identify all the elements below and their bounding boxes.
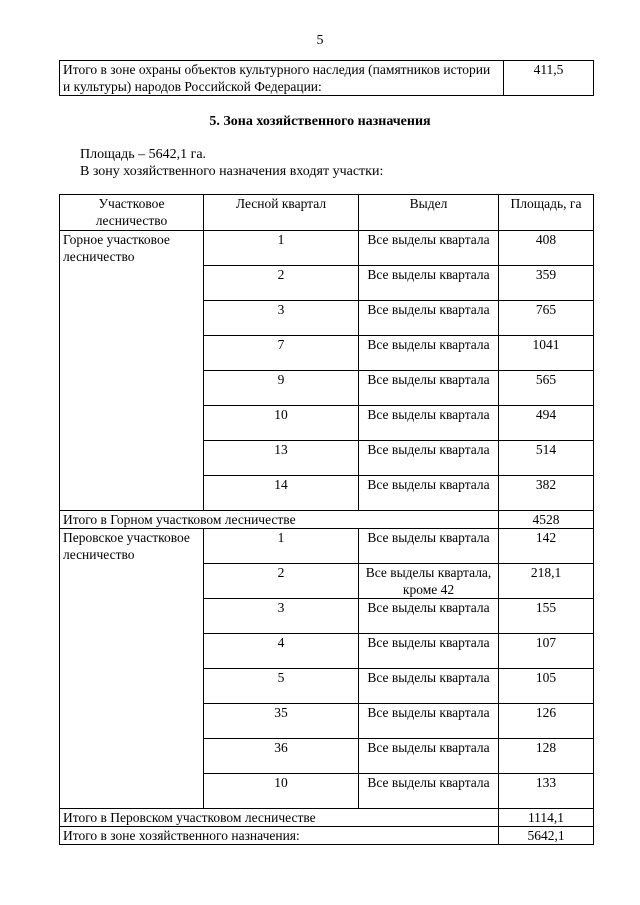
area-cell: 359 xyxy=(499,266,594,301)
quarter-cell: 14 xyxy=(204,476,359,511)
economic-zone-table xyxy=(59,194,594,845)
allotment-cell: Все выделы квартала xyxy=(359,529,499,564)
area-cell: 126 xyxy=(499,704,594,739)
quarter-cell: 10 xyxy=(204,774,359,809)
table-body xyxy=(60,231,594,845)
area-cell: 128 xyxy=(499,739,594,774)
allotment-cell: Все выделы квартала xyxy=(359,406,499,441)
allotment-cell: Все выделы квартала xyxy=(359,336,499,371)
area-cell: 765 xyxy=(499,301,594,336)
allotment-cell: Все выделы квартала xyxy=(359,599,499,634)
quarter-cell: 2 xyxy=(204,564,359,599)
table-row xyxy=(60,529,594,564)
area-cell: 408 xyxy=(499,231,594,266)
cultural-heritage-summary-table xyxy=(59,60,594,96)
allotment-cell: Все выделы квартала xyxy=(359,371,499,406)
page-number: 5 xyxy=(316,33,324,48)
quarter-cell: 9 xyxy=(204,371,359,406)
area-cell: 494 xyxy=(499,406,594,441)
area-cell: 105 xyxy=(499,669,594,704)
table-row xyxy=(60,231,594,266)
section-title: 5. Зона хозяйственного назначения xyxy=(209,114,431,129)
summary-row xyxy=(60,61,594,96)
allotment-cell: Все выделы квартала xyxy=(359,669,499,704)
quarter-cell: 3 xyxy=(204,599,359,634)
allotment-cell: Все выделы квартала xyxy=(359,774,499,809)
district-cell: Горное участковое лесничество xyxy=(60,231,204,511)
quarter-cell: 2 xyxy=(204,266,359,301)
grand-total-label: Итого в зоне хозяйственного назначения: xyxy=(60,827,499,845)
district-cell: Перовское участковое лесничество xyxy=(60,529,204,809)
quarter-cell: 13 xyxy=(204,441,359,476)
area-cell: 133 xyxy=(499,774,594,809)
quarter-cell: 1 xyxy=(204,231,359,266)
quarter-cell: 36 xyxy=(204,739,359,774)
district-total-label: Итого в Перовском участковом лесничестве xyxy=(60,809,499,827)
quarter-cell: 3 xyxy=(204,301,359,336)
allotment-cell: Все выделы квартала xyxy=(359,231,499,266)
allotment-cell: Все выделы квартала xyxy=(359,266,499,301)
allotment-cell: Все выделы квартала xyxy=(359,441,499,476)
intro-line: В зону хозяйственного назначения входят участки: xyxy=(80,164,384,179)
area-cell: 514 xyxy=(499,441,594,476)
quarter-cell: 10 xyxy=(204,406,359,441)
district-total-value: 1114,1 xyxy=(499,809,594,827)
summary-label: Итого в зоне охраны объектов культурного наследия (памятников истории и культуры) народов Российской Федерации: xyxy=(60,61,504,96)
area-cell: 218,1 xyxy=(499,564,594,599)
allotment-cell: Все выделы квартала xyxy=(359,739,499,774)
area-cell: 155 xyxy=(499,599,594,634)
summary-value: 411,5 xyxy=(504,61,594,96)
allotment-cell: Все выделы квартала xyxy=(359,704,499,739)
area-cell: 142 xyxy=(499,529,594,564)
grand-total-value: 5642,1 xyxy=(499,827,594,845)
quarter-cell: 1 xyxy=(204,529,359,564)
allotment-cell: Все выделы квартала xyxy=(359,301,499,336)
header-quarter: Лесной квартал xyxy=(204,195,359,231)
header-allotment: Выдел xyxy=(359,195,499,231)
header-area: Площадь, га xyxy=(499,195,594,231)
district-total-row xyxy=(60,809,594,827)
district-total-row xyxy=(60,511,594,529)
area-cell: 1041 xyxy=(499,336,594,371)
quarter-cell: 35 xyxy=(204,704,359,739)
quarter-cell: 5 xyxy=(204,669,359,704)
area-line: Площадь – 5642,1 га. xyxy=(80,147,207,162)
header-district: Участковое лесничество xyxy=(60,195,204,231)
district-total-value: 4528 xyxy=(499,511,594,529)
quarter-cell: 4 xyxy=(204,634,359,669)
allotment-cell: Все выделы квартала xyxy=(359,634,499,669)
allotment-cell: Все выделы квартала, кроме 42 xyxy=(359,564,499,599)
area-cell: 382 xyxy=(499,476,594,511)
allotment-cell: Все выделы квартала xyxy=(359,476,499,511)
table-header-row xyxy=(60,195,594,231)
grand-total-row xyxy=(60,827,594,845)
area-cell: 565 xyxy=(499,371,594,406)
area-cell: 107 xyxy=(499,634,594,669)
quarter-cell: 7 xyxy=(204,336,359,371)
district-total-label: Итого в Горном участковом лесничестве xyxy=(60,511,499,529)
